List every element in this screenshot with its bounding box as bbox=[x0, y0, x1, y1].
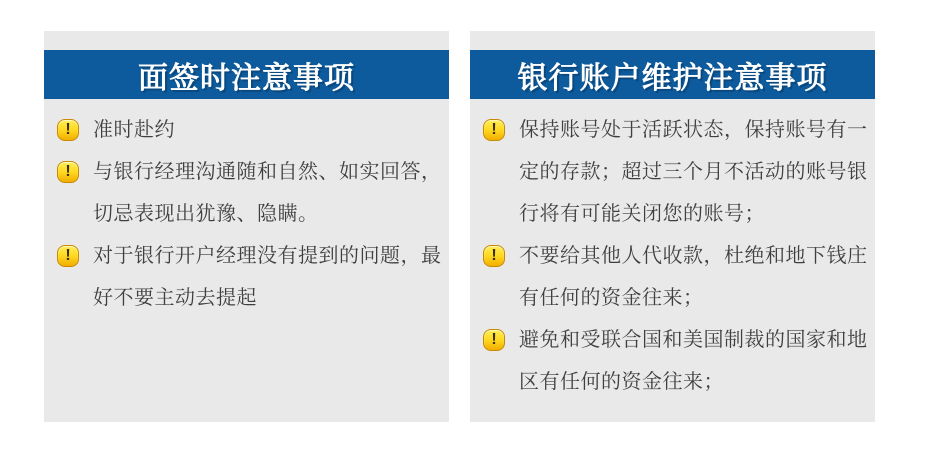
note-text: 准时赴约 bbox=[93, 119, 175, 141]
note-text: 对于银行开户经理没有提到的问题，最好不要主动去提起 bbox=[93, 245, 442, 309]
panel-interview-header bbox=[44, 50, 449, 99]
panel-interview-title: 面签时注意事项 bbox=[138, 61, 355, 95]
note-text: 不要给其他人代收款，杜绝和地下钱庄有任何的资金往来； bbox=[519, 245, 868, 309]
list-item bbox=[483, 235, 873, 319]
warning-icon: ! bbox=[483, 329, 505, 351]
list-item bbox=[483, 319, 873, 403]
panel-interview-body bbox=[44, 99, 449, 319]
warning-icon: ! bbox=[57, 161, 79, 183]
warning-icon: ! bbox=[483, 119, 505, 141]
list-item bbox=[483, 109, 873, 235]
panel-account-body bbox=[470, 99, 875, 403]
note-text: 保持账号处于活跃状态，保持账号有一定的存款；超过三个月不活动的账号银行将有可能关闭您的账号； bbox=[519, 119, 868, 225]
list-item bbox=[57, 109, 447, 151]
panel-account-title: 银行账户维护注意事项 bbox=[517, 61, 828, 95]
note-text: 与银行经理沟通随和自然、如实回答，切忌表现出犹豫、隐瞒。 bbox=[93, 161, 442, 225]
note-text: 避免和受联合国和美国制裁的国家和地区有任何的资金往来； bbox=[519, 329, 868, 393]
warning-icon: ! bbox=[57, 119, 79, 141]
warning-icon: ! bbox=[57, 245, 79, 267]
panel-account-header bbox=[470, 50, 875, 99]
list-item bbox=[57, 151, 447, 235]
panel-account-maintenance-notes bbox=[470, 31, 875, 422]
panel-interview-notes bbox=[44, 31, 449, 422]
list-item bbox=[57, 235, 447, 319]
warning-icon: ! bbox=[483, 245, 505, 267]
